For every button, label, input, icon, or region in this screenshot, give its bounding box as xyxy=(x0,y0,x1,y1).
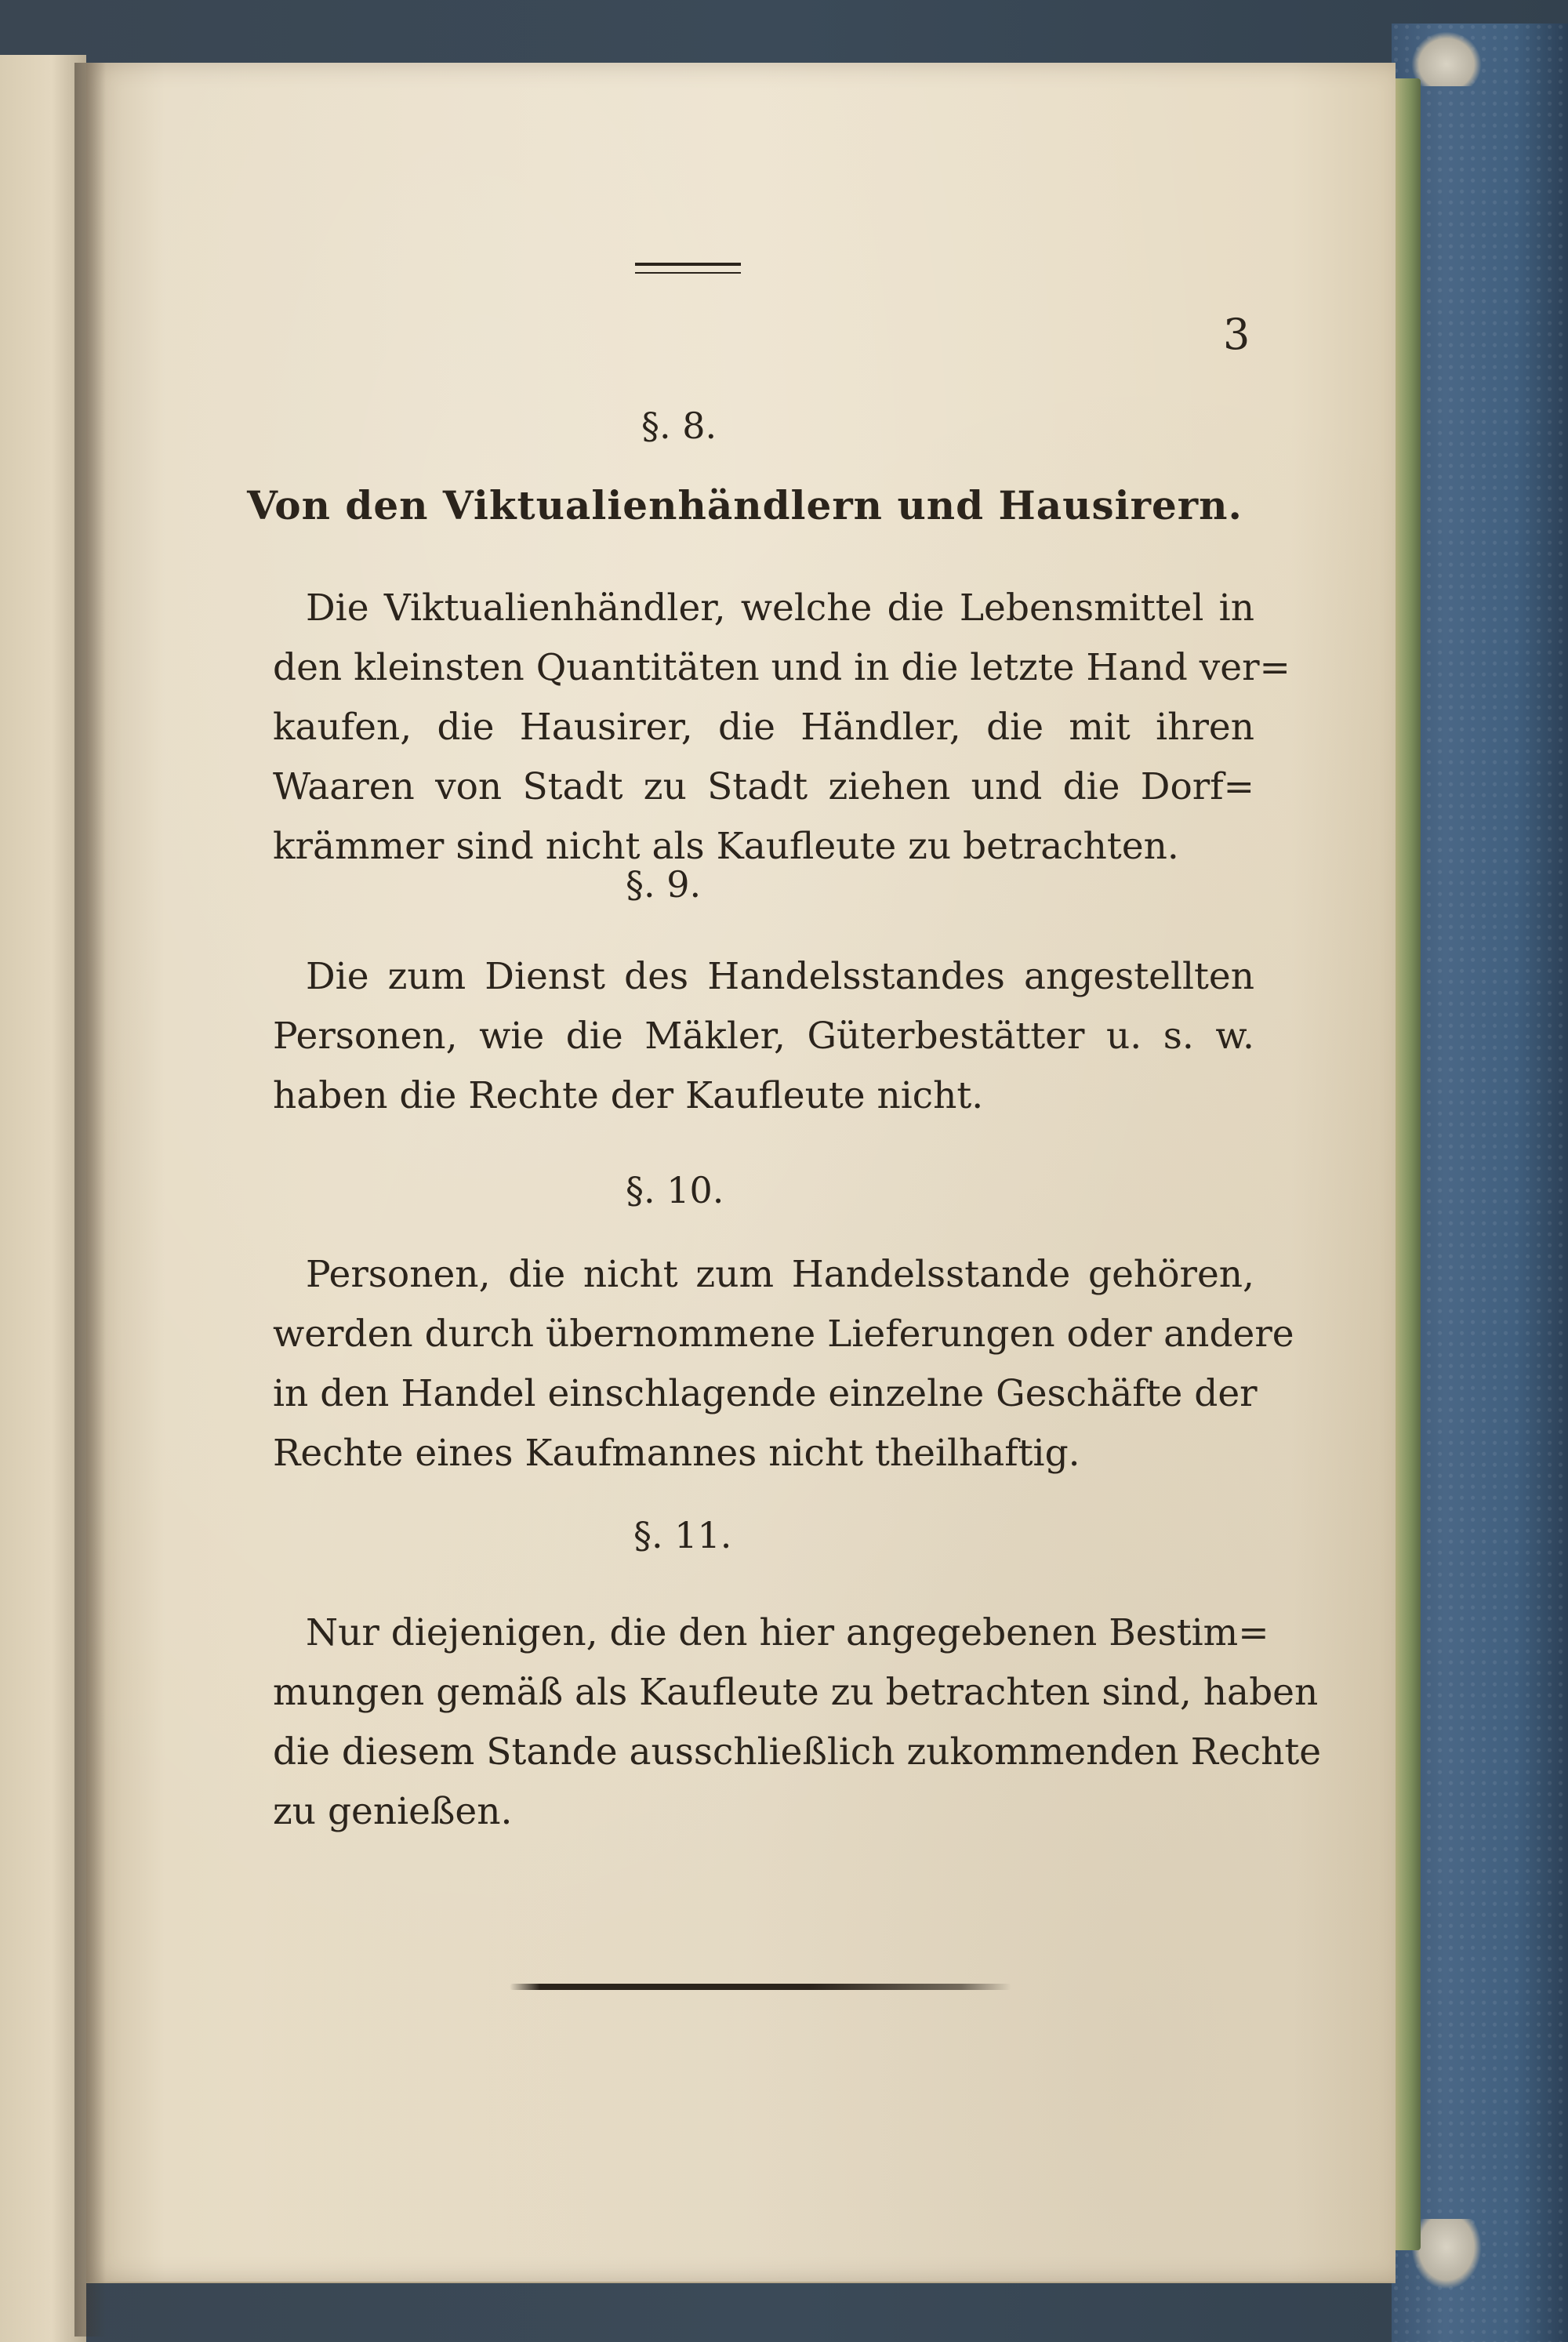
text-line: krämmer sind nicht als Kaufleute zu betrachten. xyxy=(273,825,1179,868)
text-line: werden durch übernommene Lieferungen oder andere xyxy=(273,1313,1294,1356)
page-number: 3 xyxy=(1223,310,1250,359)
paragraph xyxy=(273,1245,1294,1483)
text-line: den kleinsten Quantitäten und in die letzte Hand ver= xyxy=(273,646,1290,689)
text-line: Personen, die nicht zum Handelsstande gehören, xyxy=(306,1253,1254,1296)
cover-corner-bottom xyxy=(1411,2219,1482,2289)
book-gutter-shadow xyxy=(74,63,106,2337)
paragraph xyxy=(273,1603,1322,1842)
section-number: §. 11. xyxy=(633,1514,732,1556)
facing-page-edge xyxy=(0,55,86,2342)
end-rule xyxy=(510,1984,1011,1990)
section-number: §. 8. xyxy=(641,405,717,447)
section-number: §. 10. xyxy=(626,1169,724,1211)
text-line: Rechte eines Kaufmannes nicht theilhaftig. xyxy=(273,1432,1080,1475)
text-line: Waaren von Stadt zu Stadt ziehen und die Dorf= xyxy=(273,765,1254,808)
paragraph xyxy=(273,947,1254,1126)
text-line: Personen, wie die Mäkler, Güterbestätter u. s. w. xyxy=(273,1015,1254,1058)
header-rule xyxy=(635,263,741,274)
text-line: zu genießen. xyxy=(273,1790,513,1833)
text-line: Die Viktualienhändler, welche die Lebensmittel in xyxy=(306,586,1254,630)
text-line: kaufen, die Hausirer, die Händler, die mit ihren xyxy=(273,706,1254,749)
text-line: die diesem Stande ausschließlich zukommenden Rechte xyxy=(273,1730,1322,1774)
text-line: haben die Rechte der Kaufleute nicht. xyxy=(273,1074,984,1117)
section-number: §. 9. xyxy=(626,863,702,906)
text-line: Die zum Dienst des Handelsstandes angestellten xyxy=(306,955,1254,998)
text-line: in den Handel einschlagende einzelne Geschäfte der xyxy=(273,1372,1258,1415)
book-page xyxy=(86,63,1396,2283)
paragraph xyxy=(273,579,1290,877)
text-line: Nur diejenigen, die den hier angegebenen Bestim= xyxy=(306,1611,1269,1654)
cover-corner-top xyxy=(1411,31,1482,86)
section-heading: Von den Viktualienhändlern und Hausirern. xyxy=(247,482,1243,528)
text-line: mungen gemäß als Kaufleute zu betrachten sind, haben xyxy=(273,1671,1319,1714)
